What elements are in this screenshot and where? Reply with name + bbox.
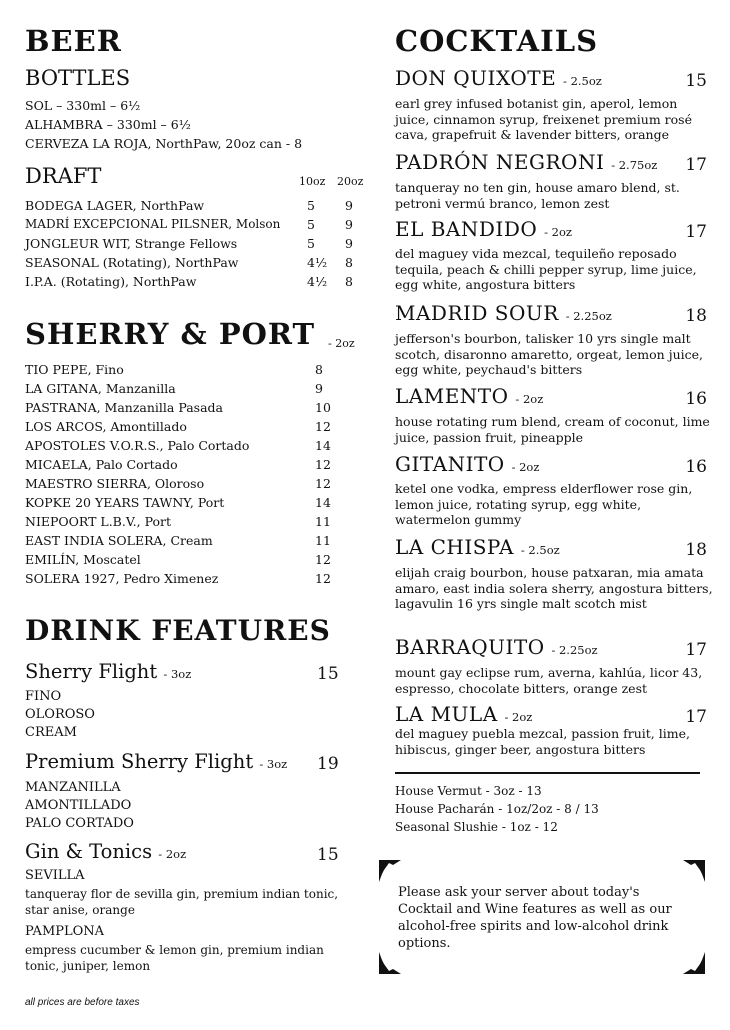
cocktail-size: - 2.25oz: [551, 643, 598, 657]
cocktail-size: - 2oz: [504, 710, 533, 724]
sherry-heading: SHERRY & PORT: [25, 317, 316, 351]
cocktail-desc: ketel one vodka, empress elderflower rose gin, lemon juice, rotating syrup, egg white, watermelon gummy: [395, 481, 693, 527]
cocktail-price: 16: [685, 389, 707, 409]
sevilla-name: SEVILLA: [25, 868, 85, 883]
draft-item: BODEGA LAGER, NorthPaw: [25, 198, 205, 213]
draft-item: SEASONAL (Rotating), NorthPaw: [25, 255, 239, 270]
sherry-price: 14: [315, 495, 331, 510]
sherry-price: 11: [315, 514, 331, 529]
footnote: all prices are before taxes: [25, 997, 140, 1008]
cocktail-title: [395, 452, 539, 476]
gin-tonics-price: 15: [317, 845, 339, 865]
cocktail-price: 17: [685, 640, 707, 660]
bottle-item-sol: SOL – 330ml – 6½: [25, 98, 141, 113]
sherry-item: APOSTOLES V.O.R.S., Palo Cortado: [25, 438, 250, 453]
sherry-item: PASTRANA, Manzanilla Pasada: [25, 400, 223, 415]
cocktail-size: - 2.75oz: [611, 158, 658, 172]
list-item: OLOROSO: [25, 707, 95, 722]
draft-price-small: 4½: [307, 255, 328, 270]
draft-price-large: 8: [345, 274, 353, 289]
gin-tonics-title: [25, 840, 186, 863]
notice-text: Please ask your server about today's Cocktail and Wine features as well as our alcohol-free spirits and low-alcohol drink options.: [398, 885, 672, 951]
sherry-item: LOS ARCOS, Amontillado: [25, 419, 187, 434]
cocktail-title: [395, 702, 532, 726]
house-item: House Vermut - 3oz - 13: [395, 784, 542, 798]
draft-price-small: 5: [307, 236, 315, 251]
house-item: Seasonal Slushie - 1oz - 12: [395, 820, 558, 834]
cocktail-title: [395, 535, 560, 559]
cocktail-price: 18: [685, 540, 707, 560]
cocktail-desc: earl grey infused botanist gin, aperol, lemon juice, cinnamon syrup, freixenet premium rosé cava, grapefruit & lavender bitters, orange: [395, 96, 692, 142]
cocktail-title: [395, 66, 602, 90]
draft-price-small: 5: [307, 217, 315, 232]
cocktails-heading: COCKTAILS: [395, 24, 599, 58]
sherry-flight-list: [25, 688, 95, 742]
sherry-item: NIEPOORT L.B.V., Port: [25, 514, 172, 529]
sherry-item: MAESTRO SIERRA, Oloroso: [25, 476, 205, 491]
cocktail-name: PADRÓN NEGRONI: [395, 150, 605, 174]
corner-ornament-icon: [377, 858, 403, 884]
cocktail-price: 18: [685, 306, 707, 326]
bottle-item-alhambra: ALHAMBRA – 330ml – 6½: [25, 117, 191, 132]
list-item: FINO: [25, 689, 62, 704]
sherry-price: 11: [315, 533, 331, 548]
cocktail-name: LA CHISPA: [395, 535, 514, 559]
sherry-size: - 2oz: [328, 337, 355, 350]
draft-item: JONGLEUR WIT, Strange Fellows: [25, 236, 238, 251]
drink-features-heading: DRINK FEATURES: [25, 614, 331, 647]
cocktail-price: 17: [685, 222, 707, 242]
cocktail-name: GITANITO: [395, 452, 505, 476]
cocktail-name: BARRAQUITO: [395, 635, 545, 659]
cocktail-size: - 2.5oz: [520, 543, 560, 557]
sherry-price: 12: [315, 476, 331, 491]
cocktail-title: [395, 384, 543, 408]
premium-flight-name: Premium Sherry Flight: [25, 750, 254, 773]
house-item: House Pacharán - 1oz/2oz - 8 / 13: [395, 802, 599, 816]
premium-flight-title: [25, 750, 287, 773]
cocktail-desc: elijah craig bourbon, house patxaran, mia amata amaro, east india solera sherry, angostura bitters, lagavulin 16 yrs single malt scotch mist: [395, 565, 713, 611]
sherry-flight-size: - 3oz: [163, 667, 192, 681]
draft-item: MADRÍ EXCEPCIONAL PILSNER, Molson: [25, 217, 281, 231]
sherry-price: 8: [315, 362, 323, 377]
cocktail-name: LA MULA: [395, 702, 498, 726]
sevilla-desc: tanqueray flor de sevilla gin, premium indian tonic, star anise, orange: [25, 887, 339, 917]
draft-price-small: 5: [307, 198, 315, 213]
cocktail-size: - 2oz: [511, 460, 540, 474]
cocktail-title: [395, 635, 598, 659]
sherry-item: LA GITANA, Manzanilla: [25, 381, 176, 396]
draft-price-large: 9: [345, 217, 353, 232]
cocktail-price: 16: [685, 457, 707, 477]
cocktail-desc: jefferson's bourbon, talisker 10 yrs single malt scotch, disaronno amaretto, orgeat, lemon juice, egg white, peychaud's bitters: [395, 331, 703, 377]
draft-price-large: 9: [345, 198, 353, 213]
corner-ornament-icon: [377, 950, 403, 976]
beer-heading: BEER: [25, 24, 122, 58]
cocktail-name: MADRID SOUR: [395, 301, 559, 325]
divider: [395, 772, 700, 774]
draft-item: I.P.A. (Rotating), NorthPaw: [25, 274, 197, 289]
cocktail-name: LAMENTO: [395, 384, 509, 408]
cocktail-name: DON QUIXOTE: [395, 66, 557, 90]
draft-price-large: 9: [345, 236, 353, 251]
list-item: MANZANILLA: [25, 780, 121, 795]
cocktail-desc: house rotating rum blend, cream of coconut, lime juice, passion fruit, pineapple: [395, 414, 710, 445]
cocktail-desc: tanqueray no ten gin, house amaro blend, st. petroni vermú branco, lemon zest: [395, 180, 680, 211]
cocktail-price: 15: [685, 71, 707, 91]
cocktail-title: [395, 150, 657, 174]
pamplona-desc: empress cucumber & lemon gin, premium indian tonic, juniper, lemon: [25, 943, 324, 973]
sherry-item: EMILÍN, Moscatel: [25, 552, 141, 567]
cocktail-price: 17: [685, 155, 707, 175]
sherry-item: EAST INDIA SOLERA, Cream: [25, 533, 213, 548]
draft-price-small: 4½: [307, 274, 328, 289]
premium-flight-size: - 3oz: [259, 757, 288, 771]
cocktail-name: EL BANDIDO: [395, 217, 538, 241]
sherry-price: 12: [315, 419, 331, 434]
sherry-price: 14: [315, 438, 331, 453]
notice-box: [377, 858, 707, 976]
cocktail-size: - 2.25oz: [565, 309, 612, 323]
list-item: PALO CORTADO: [25, 816, 134, 831]
pamplona-name: PAMPLONA: [25, 924, 105, 939]
corner-ornament-icon: [681, 858, 707, 884]
premium-flight-list: [25, 779, 134, 833]
draft-size-large: 20oz: [337, 175, 364, 188]
cocktail-title: [395, 301, 612, 325]
corner-ornament-icon: [681, 950, 707, 976]
cocktail-price: 17: [685, 707, 707, 727]
draft-size-small: 10oz: [299, 175, 326, 188]
cocktail-desc: del maguey puebla mezcal, passion fruit, lime, hibiscus, ginger beer, angostura bitters: [395, 726, 690, 757]
sherry-flight-title: [25, 660, 191, 683]
bottle-item-cerveza: CERVEZA LA ROJA, NorthPaw, 20oz can - 8: [25, 136, 303, 151]
sherry-price: 10: [315, 400, 331, 415]
sherry-flight-name: Sherry Flight: [25, 660, 158, 683]
cocktail-desc: mount gay eclipse rum, averna, kahlúa, licor 43, espresso, chocolate bitters, orange zest: [395, 665, 703, 696]
cocktail-title: [395, 217, 572, 241]
sherry-flight-price: 15: [317, 664, 339, 684]
sherry-price: 12: [315, 571, 331, 586]
sherry-item: MICAELA, Palo Cortado: [25, 457, 178, 472]
list-item: AMONTILLADO: [25, 798, 132, 813]
list-item: CREAM: [25, 725, 77, 740]
sherry-item: SOLERA 1927, Pedro Ximenez: [25, 571, 219, 586]
gin-tonics-size: - 2oz: [158, 847, 187, 861]
cocktail-size: - 2.5oz: [563, 74, 602, 88]
draft-price-large: 8: [345, 255, 353, 270]
sherry-price: 12: [315, 552, 331, 567]
draft-heading: DRAFT: [25, 164, 102, 188]
cocktail-size: - 2oz: [515, 392, 544, 406]
sherry-price: 9: [315, 381, 323, 396]
gin-tonics-name: Gin & Tonics: [25, 840, 153, 863]
sherry-item: KOPKE 20 YEARS TAWNY, Port: [25, 495, 225, 510]
sherry-price: 12: [315, 457, 331, 472]
bottles-heading: BOTTLES: [25, 66, 131, 90]
cocktail-desc: del maguey vida mezcal, tequileño reposado tequila, peach & chilli pepper syrup, lime juice, egg white, angostura bitters: [395, 246, 697, 292]
premium-flight-price: 19: [317, 754, 339, 774]
sherry-item: TIO PEPE, Fino: [25, 362, 124, 377]
cocktail-size: - 2oz: [544, 225, 572, 239]
